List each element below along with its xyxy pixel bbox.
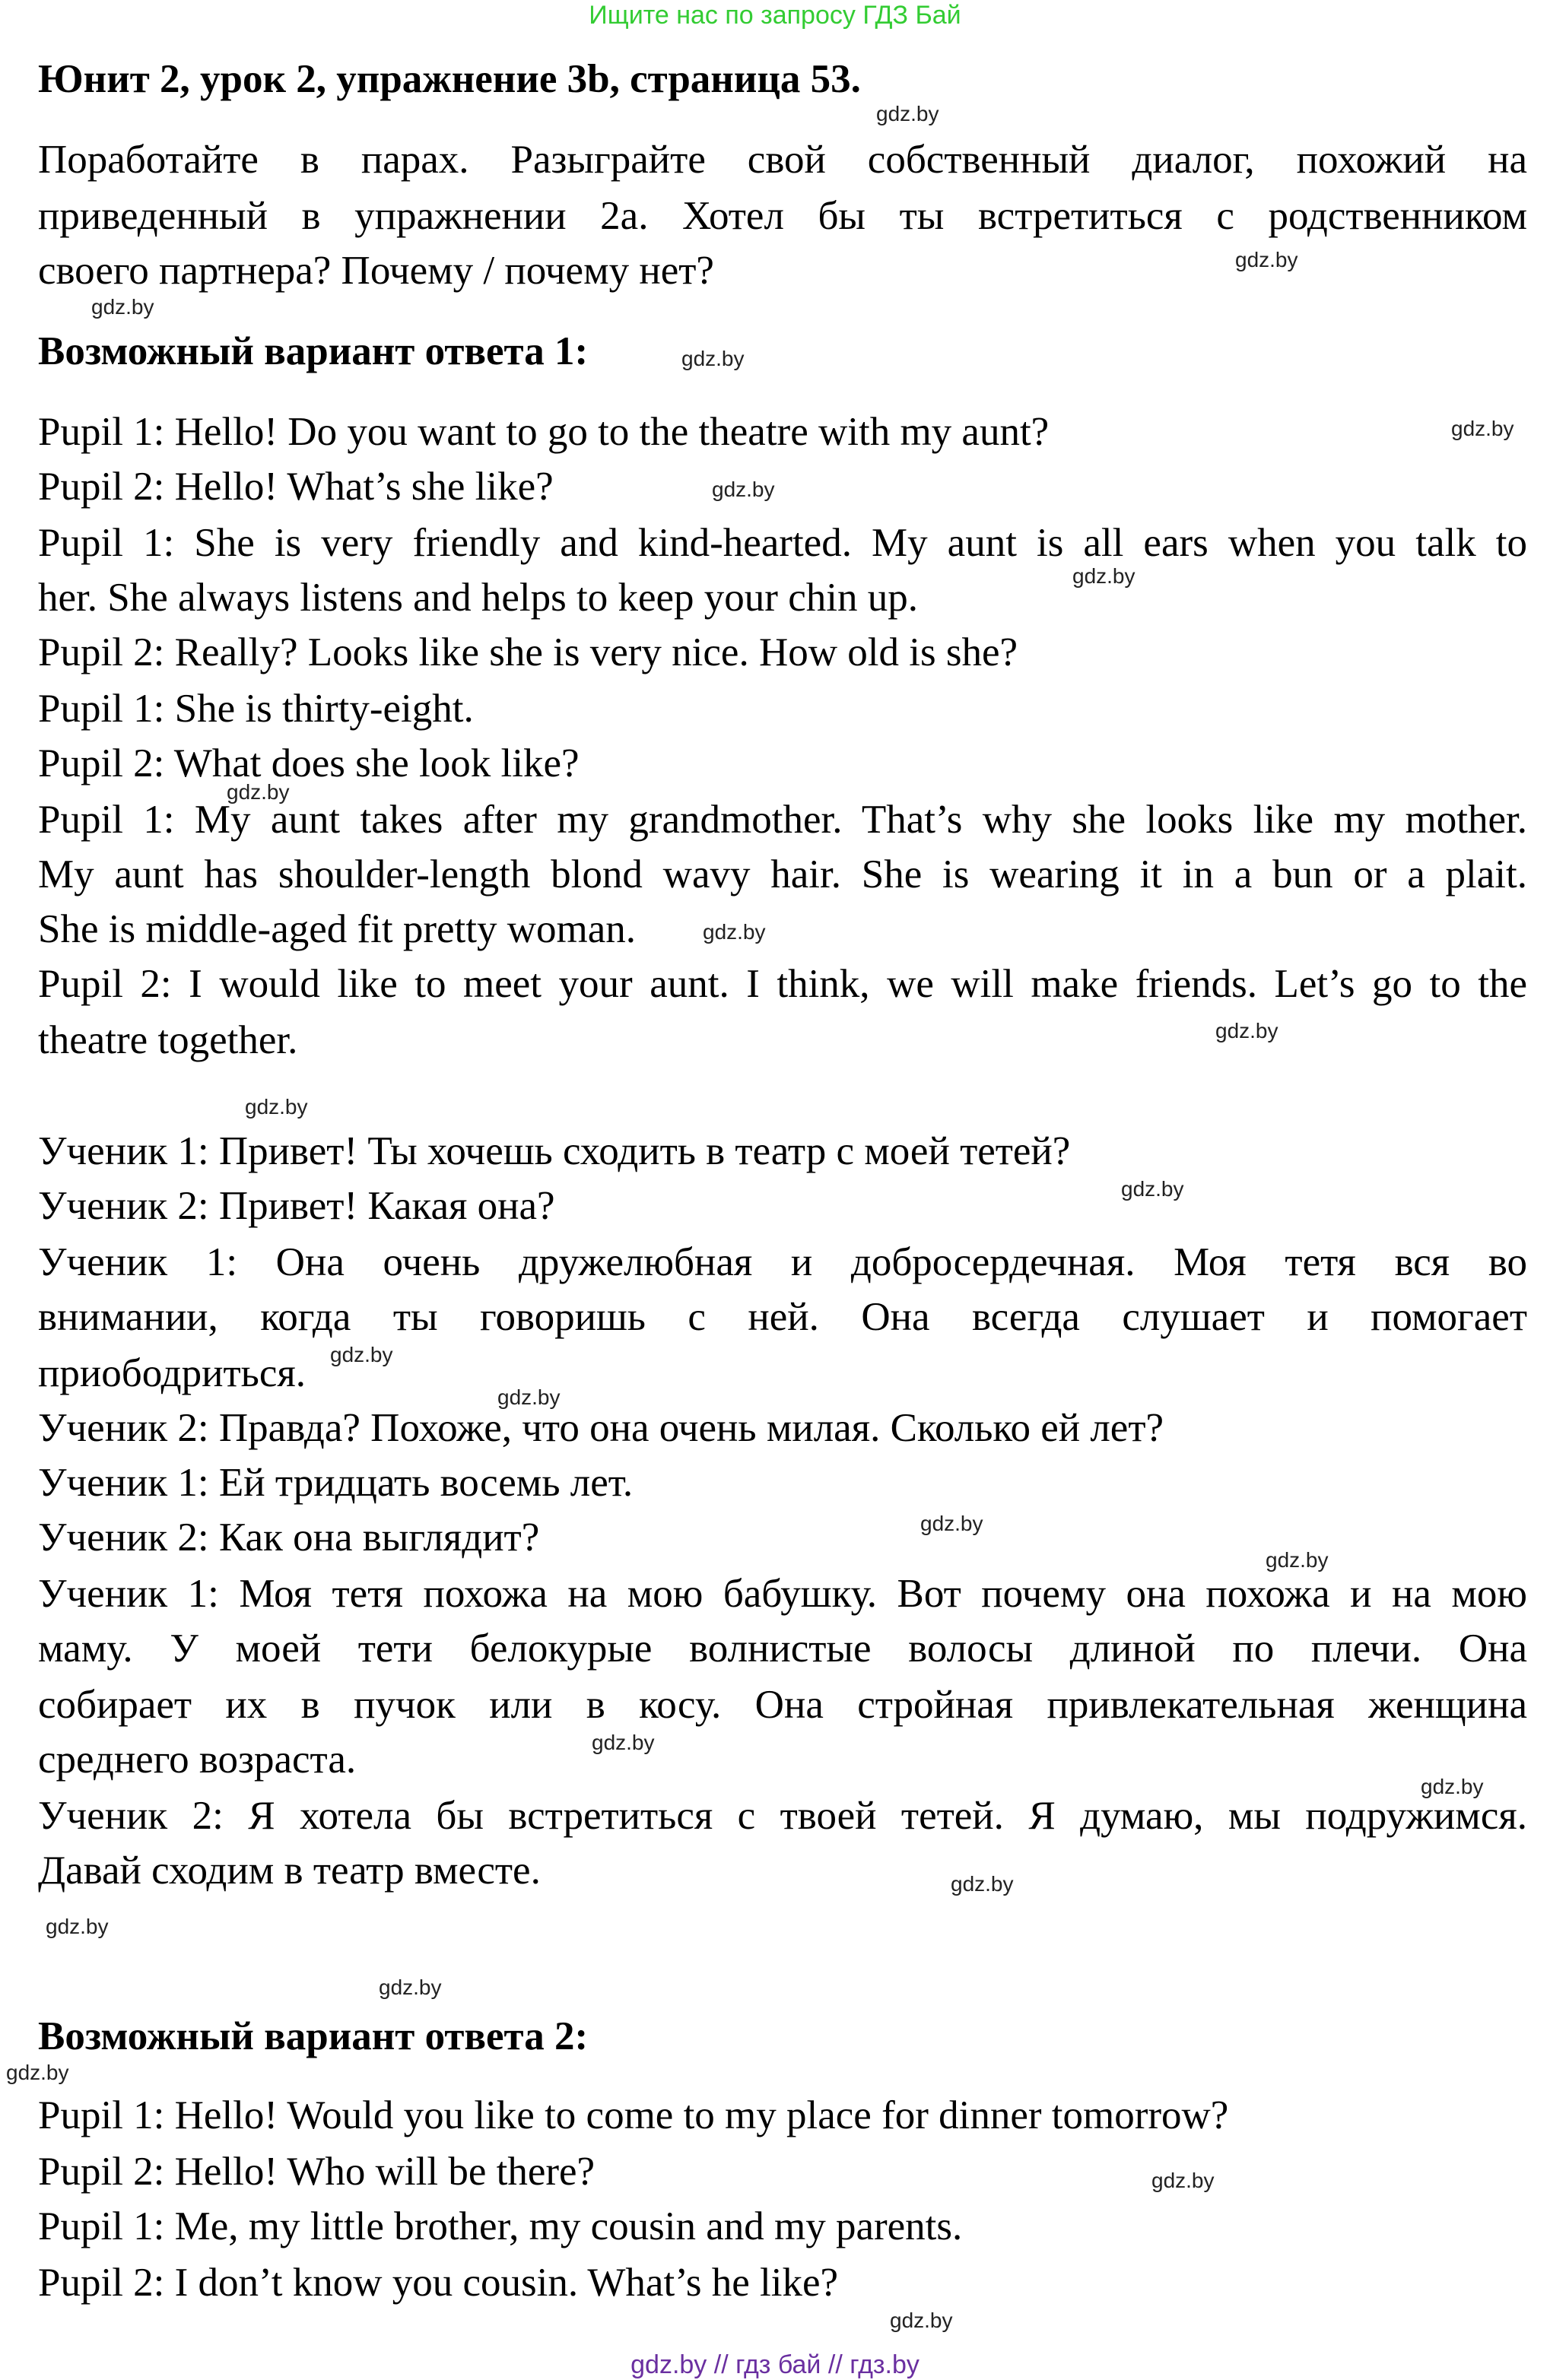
watermark-text: gdz.by <box>379 1975 442 1999</box>
dialogue-line: My aunt has shoulder-length blond wavy hair. She is wearing it in a bun or a plait. <box>38 852 1527 896</box>
dialogue-line: Pupil 1: Me, my little brother, my cousin and my parents. <box>38 2204 963 2248</box>
task-text-line: Поработайте в парах. Разыграйте свой собственный диалог, похожий на <box>38 138 1527 182</box>
answer-2-heading: Возможный вариант ответа 2: <box>38 2014 589 2058</box>
dialogue-line: She is middle-aged fit pretty woman. <box>38 907 636 951</box>
dialogue-line-russian: Ученик 2: Правда? Похоже, что она очень милая. Сколько ей лет? <box>38 1406 1164 1450</box>
dialogue-line: Pupil 2: Hello! Who will be there? <box>38 2150 596 2194</box>
search-banner[interactable]: Ищите нас по запросу ГДЗ Бай <box>589 1 961 30</box>
dialogue-line: Pupil 1: She is very friendly and kind-hearted. My aunt is all ears when you talk to <box>38 521 1527 565</box>
watermark-text: gdz.by <box>245 1095 308 1119</box>
watermark-text: gdz.by <box>6 2061 69 2084</box>
dialogue-line-russian: приободриться. <box>38 1351 306 1395</box>
watermark-text: gdz.by <box>1215 1019 1278 1042</box>
page-title: Юнит 2, урок 2, упражнение 3b, страница 53. <box>38 57 861 101</box>
watermark-text: gdz.by <box>1235 248 1298 271</box>
dialogue-line: her. She always listens and helps to keep your chin up. <box>38 576 918 620</box>
dialogue-line-russian: маму. У моей тети белокурые волнистые волосы длиной по плечи. Она <box>38 1626 1527 1671</box>
dialogue-line-russian: Ученик 2: Привет! Какая она? <box>38 1184 555 1228</box>
watermark-text: gdz.by <box>951 1872 1014 1896</box>
dialogue-line-russian: Ученик 2: Я хотела бы встретиться с твоей тетей. Я думаю, мы подружимся. <box>38 1794 1527 1838</box>
dialogue-line-russian: собирает их в пучок или в косу. Она стройная привлекательная женщина <box>38 1683 1527 1727</box>
dialogue-line-russian: Ученик 1: Ей тридцать восемь лет. <box>38 1461 634 1505</box>
watermark-text: gdz.by <box>1121 1177 1184 1201</box>
dialogue-line: Pupil 2: I would like to meet your aunt. I think, we will make friends. Let’s go to the <box>38 962 1527 1006</box>
task-text-line: своего партнера? Почему / почему нет? <box>38 249 714 293</box>
watermark-text: gdz.by <box>1151 2169 1215 2192</box>
answer-1-heading: Возможный вариант ответа 1: <box>38 329 589 373</box>
watermark-text: gdz.by <box>681 347 745 370</box>
watermark-text: gdz.by <box>876 102 939 125</box>
dialogue-line: theatre together. <box>38 1018 298 1062</box>
watermark-text: gdz.by <box>46 1915 109 1938</box>
dialogue-line: Pupil 1: She is thirty-eight. <box>38 687 474 731</box>
dialogue-line: Pupil 1: My aunt takes after my grandmother. That’s why she looks like my mother. <box>38 798 1527 842</box>
watermark-text: gdz.by <box>330 1343 393 1366</box>
dialogue-line: Pupil 1: Hello! Do you want to go to the theatre with my aunt? <box>38 410 1050 454</box>
watermark-text: gdz.by <box>712 478 775 501</box>
watermark-text: gdz.by <box>497 1385 561 1409</box>
dialogue-line-russian: Ученик 1: Моя тетя похожа на мою бабушку. Вот почему она похожа и на мою <box>38 1572 1527 1616</box>
dialogue-line-russian: Ученик 1: Привет! Ты хочешь сходить в театр с моей тетей? <box>38 1129 1071 1173</box>
watermark-text: gdz.by <box>1266 1548 1329 1572</box>
task-text-line: приведенный в упражнении 2а. Хотел бы ты встретиться с родственником <box>38 194 1527 238</box>
dialogue-line-russian: Ученик 1: Она очень дружелюбная и добросердечная. Моя тетя вся во <box>38 1240 1527 1284</box>
footer-links[interactable]: gdz.by // гдз бай // гдз.by <box>630 2350 920 2379</box>
watermark-text: gdz.by <box>890 2309 953 2332</box>
dialogue-line-russian: внимании, когда ты говоришь с ней. Она всегда слушает и помогает <box>38 1295 1527 1339</box>
dialogue-line: Pupil 2: Hello! What’s she like? <box>38 465 554 509</box>
watermark-text: gdz.by <box>227 780 290 804</box>
watermark-text: gdz.by <box>1072 564 1136 588</box>
watermark-text: gdz.by <box>592 1731 655 1754</box>
watermark-text: gdz.by <box>91 295 154 319</box>
watermark-text: gdz.by <box>1451 417 1514 440</box>
dialogue-line: Pupil 2: I don’t know you cousin. What’s he like? <box>38 2261 839 2305</box>
watermark-text: gdz.by <box>920 1512 983 1535</box>
dialogue-line: Pupil 2: Really? Looks like she is very nice. How old is she? <box>38 630 1018 674</box>
watermark-text: gdz.by <box>703 920 766 944</box>
dialogue-line-russian: Ученик 2: Как она выглядит? <box>38 1515 540 1560</box>
dialogue-line-russian: Давай сходим в театр вместе. <box>38 1848 541 1893</box>
dialogue-line: Pupil 1: Hello! Would you like to come to my place for dinner tomorrow? <box>38 2093 1229 2137</box>
dialogue-line: Pupil 2: What does she look like? <box>38 741 580 785</box>
dialogue-line-russian: среднего возраста. <box>38 1737 357 1782</box>
watermark-text: gdz.by <box>1421 1775 1484 1798</box>
